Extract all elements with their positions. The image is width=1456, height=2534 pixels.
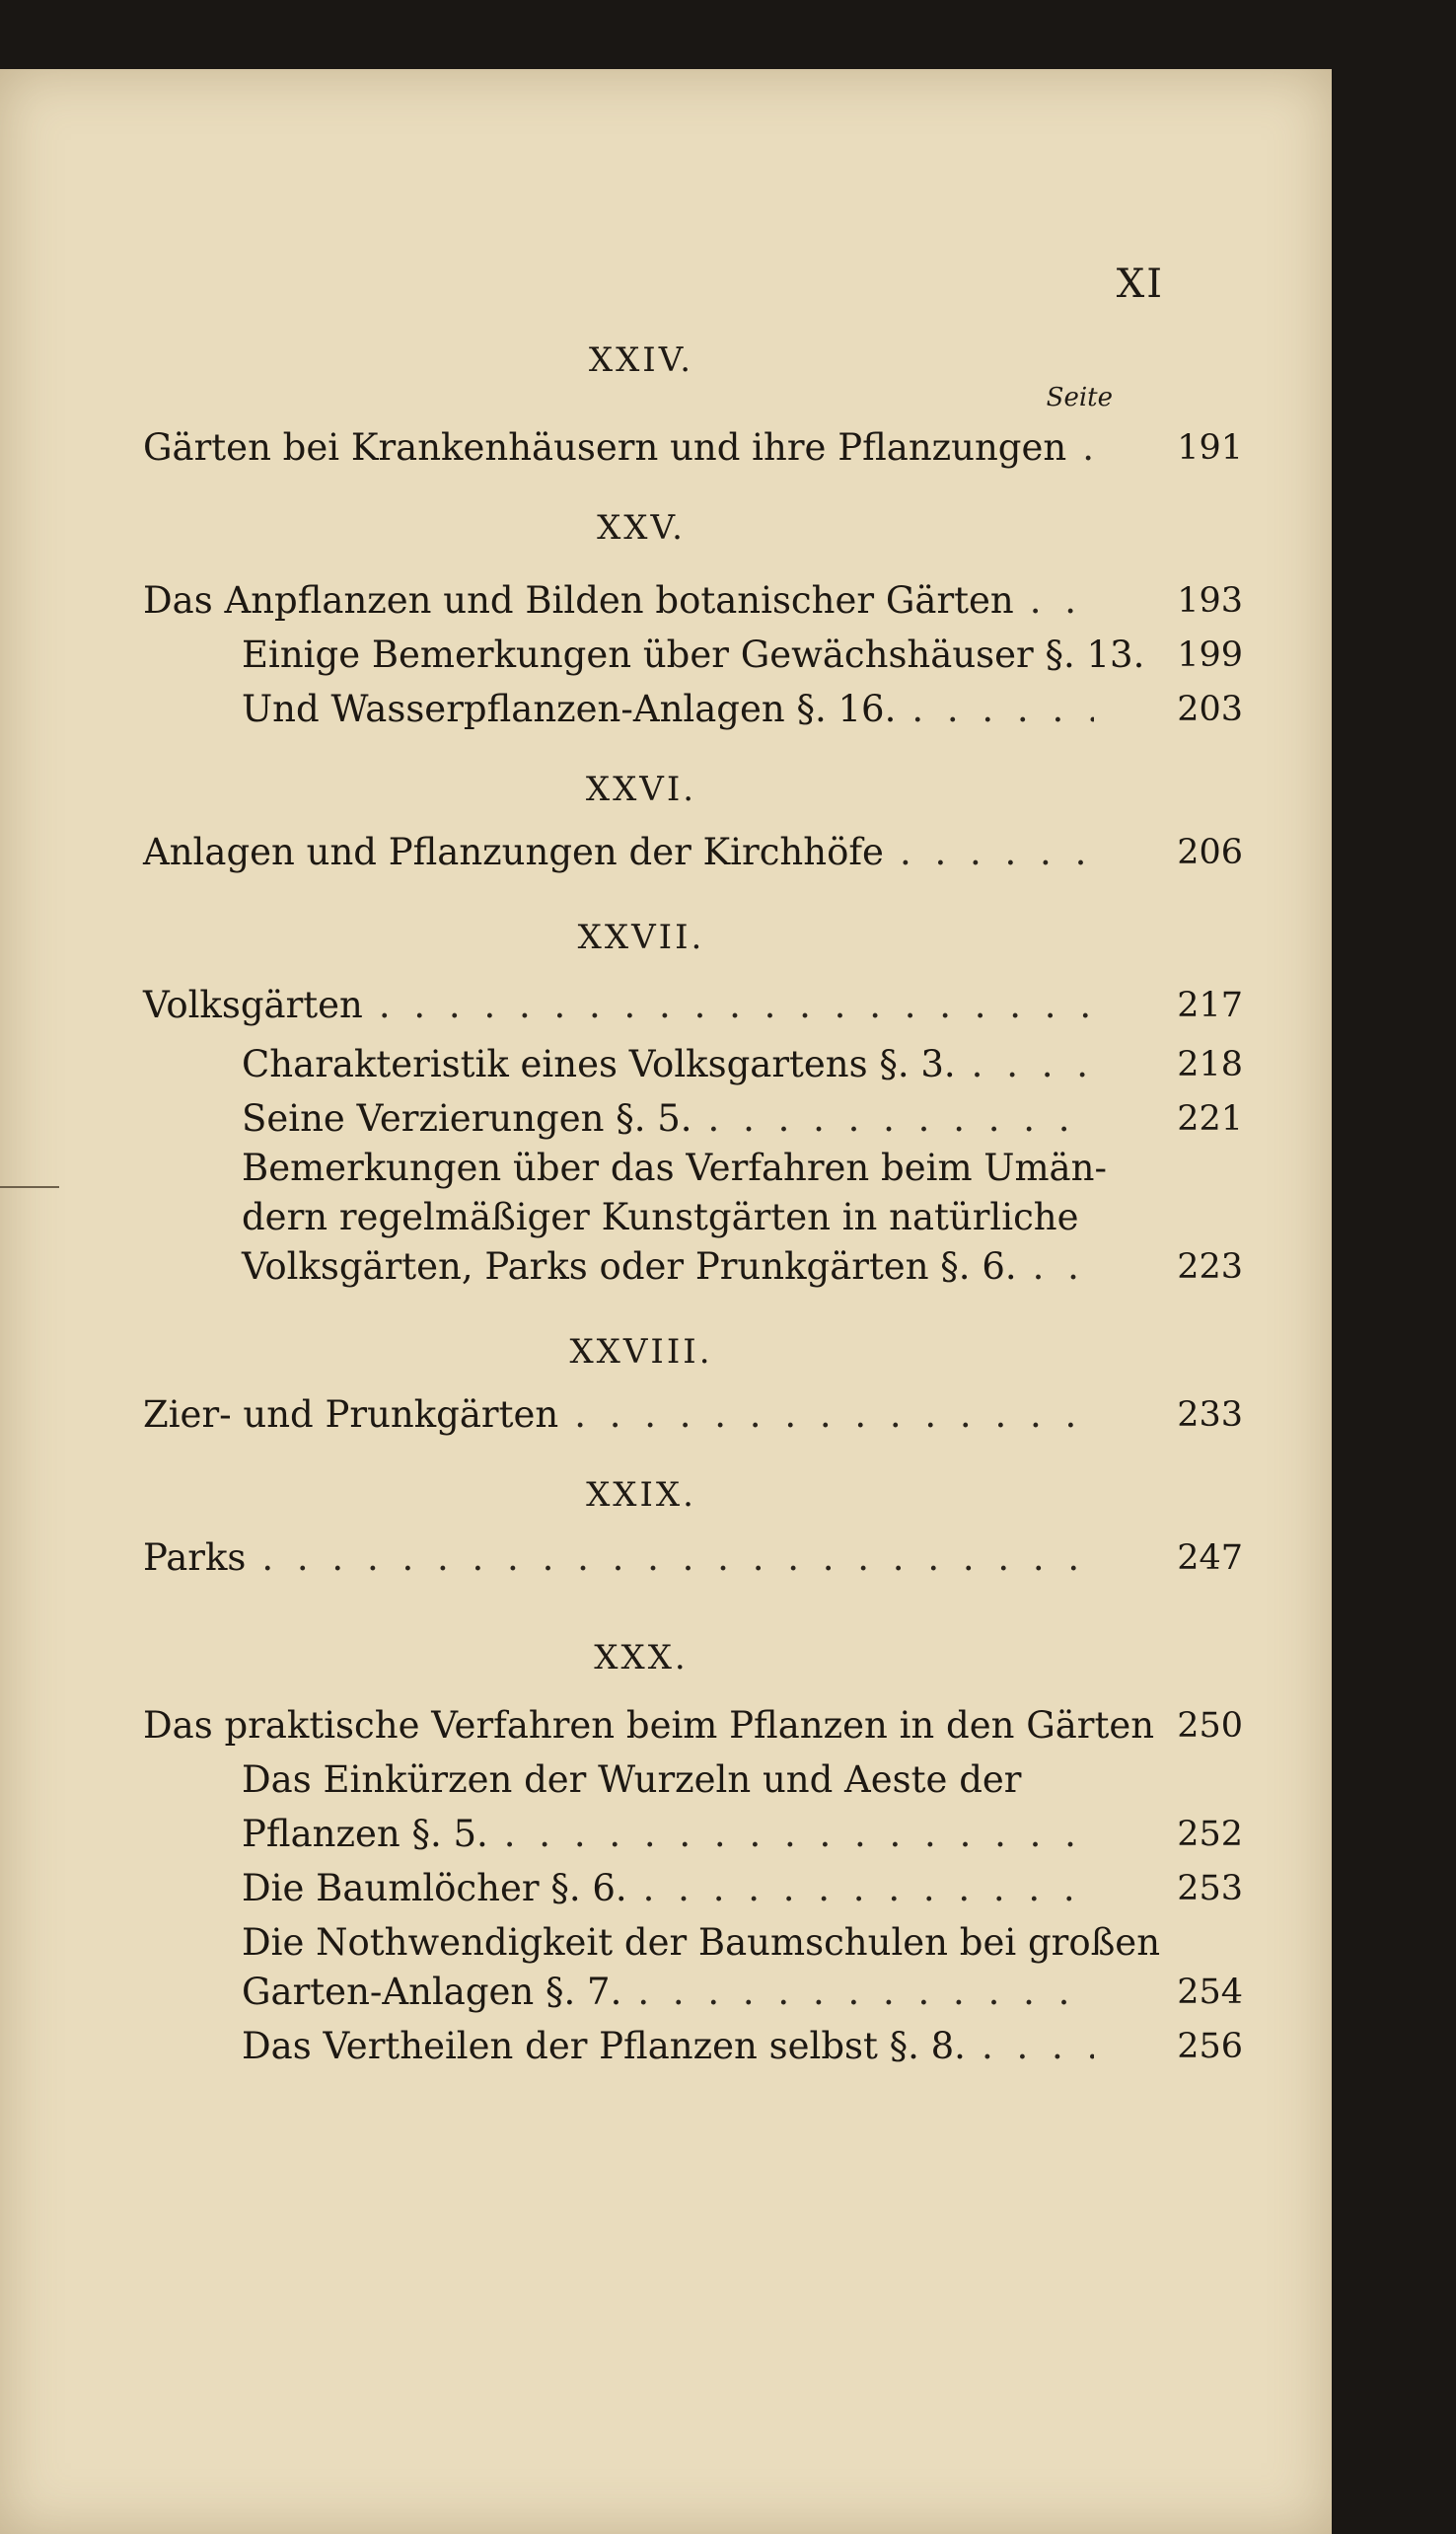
entry-page: 252 (1177, 1815, 1243, 1854)
toc-subentry (242, 2023, 1243, 2070)
toc-entry (143, 577, 1243, 625)
entry-page: 206 (1177, 833, 1243, 872)
entry-page: 247 (1177, 1538, 1243, 1578)
entry-page: 193 (1177, 581, 1243, 621)
book-page (0, 69, 1332, 2534)
entry-title: Und Wasserpflanzen-Anlagen §. 16. (242, 688, 897, 730)
entry-page: 191 (1177, 428, 1243, 468)
toc-subentry (242, 686, 1243, 733)
entry-page: 253 (1177, 1869, 1243, 1908)
entry-title-line: Die Nothwendigkeit der Baumschulen bei großen (242, 1921, 1161, 1964)
entry-page: 203 (1177, 690, 1243, 729)
toc-entry (143, 829, 1243, 876)
entry-title: Volksgärten, Parks oder Prunkgärten §. 6. (242, 1245, 1017, 1288)
entry-page: 199 (1177, 635, 1243, 675)
entry-title: Einige Bemerkungen über Gewächshäuser §. 13. (242, 634, 1145, 676)
entry-title: Das Vertheilen der Pflanzen selbst §. 8. (242, 2025, 966, 2067)
entry-title: Gärten bei Krankenhäusern und ihre Pflanzungen (143, 426, 1067, 469)
entry-title: Das Anpflanzen und Bilden botanischer Gärten (143, 579, 1014, 622)
seite-column-label: Seite (1046, 383, 1113, 412)
margin-mark (0, 1186, 59, 1188)
toc-entry (143, 424, 1243, 472)
entry-title: Die Baumlöcher §. 6. (242, 1867, 627, 1909)
entry-page: 233 (1177, 1395, 1243, 1435)
section-heading-xxx: XXX. (594, 1638, 689, 1677)
toc-subentry (242, 1811, 1243, 1858)
entry-title-line: dern regelmäßiger Kunstgärten in natürliche (242, 1196, 1079, 1238)
section-heading-xxviii: XXVIII. (569, 1332, 713, 1372)
entry-title-line: Bemerkungen über das Verfahren beim Umän- (242, 1147, 1107, 1189)
entry-page: 256 (1177, 2027, 1243, 2066)
entry-page: 250 (1177, 1706, 1243, 1746)
entry-title: Anlagen und Pflanzungen der Kirchhöfe (143, 831, 884, 873)
section-heading-xxix: XXIX. (586, 1475, 696, 1515)
toc-subentry (242, 1865, 1243, 1912)
toc-subentry (242, 632, 1243, 679)
entry-title: Volksgärten (143, 984, 363, 1026)
toc-subentry (242, 1243, 1243, 1291)
toc-subentry (242, 1095, 1243, 1143)
entry-title-line: Das Einkürzen der Wurzeln und Aeste der (242, 1758, 1022, 1801)
entry-title: Charakteristik eines Volksgartens §. 3. (242, 1043, 956, 1085)
section-heading-xxvi: XXVI. (585, 770, 697, 809)
page-number: XI (1116, 261, 1164, 307)
section-heading-xxiv: XXIV. (588, 340, 694, 380)
toc-entry (143, 982, 1243, 1029)
entry-page: 254 (1177, 1973, 1243, 2012)
toc-entry (143, 1534, 1243, 1582)
toc-subentry (242, 1041, 1243, 1088)
entry-title: Das praktische Verfahren beim Pflanzen in den Gärten (143, 1704, 1155, 1747)
entry-title: Seine Verzierungen §. 5. (242, 1097, 692, 1140)
toc-subentry (242, 1969, 1243, 2016)
entry-title: Parks (143, 1536, 247, 1579)
entry-page: 218 (1177, 1045, 1243, 1084)
entry-page: 217 (1177, 986, 1243, 1025)
toc-entry (143, 1702, 1243, 1750)
entry-page: 221 (1177, 1099, 1243, 1139)
entry-title: Zier- und Prunkgärten (143, 1393, 559, 1436)
section-heading-xxvii: XXVII. (577, 918, 705, 957)
entry-page: 223 (1177, 1247, 1243, 1287)
section-heading-xxv: XXV. (597, 508, 686, 548)
toc-entry (143, 1391, 1243, 1439)
entry-title: Garten-Anlagen §. 7. (242, 1971, 622, 2013)
entry-title: Pflanzen §. 5. (242, 1813, 488, 1855)
